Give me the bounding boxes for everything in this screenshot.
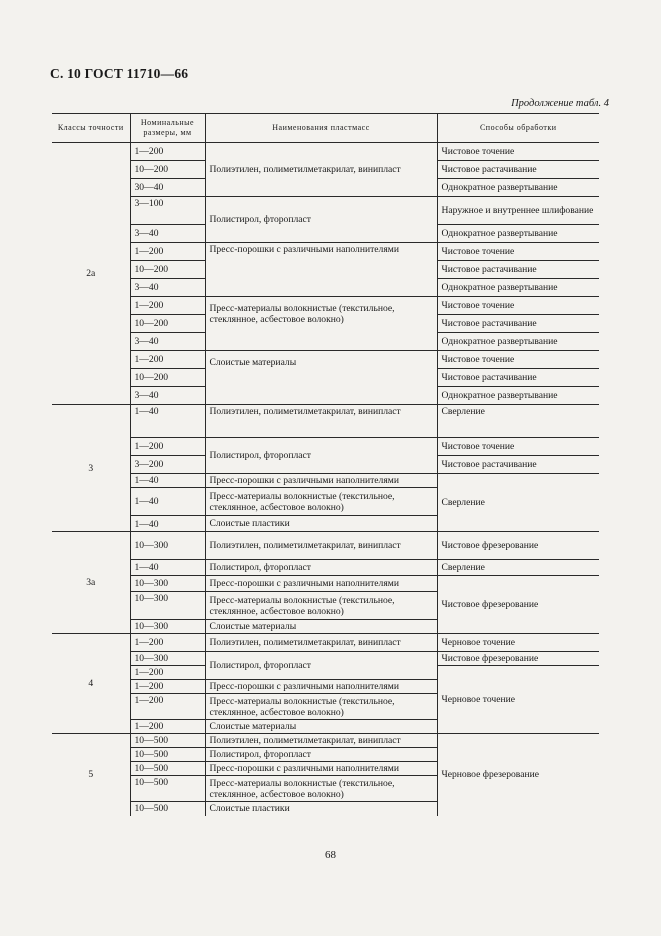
material-cell: Полиэтилен, полиметилметакрилат, винипласт (205, 734, 437, 748)
size-cell: 1—200 (130, 634, 205, 652)
header-class: Классы точности (52, 114, 130, 143)
material-cell: Пресс-порошки с различными наполнителями (205, 576, 437, 592)
size-cell: 10—300 (130, 592, 205, 620)
size-cell: 1—200 (130, 143, 205, 161)
size-cell: 1—200 (130, 351, 205, 369)
size-cell: 10—200 (130, 369, 205, 387)
page-title: С. 10 ГОСТ 11710—66 (50, 66, 189, 81)
size-cell: 3—100 (130, 197, 205, 225)
size-cell: 3—40 (130, 225, 205, 243)
material-cell: Пресс-материалы волокнистые (текстильное, стеклянное, асбестовое волокно) (205, 592, 437, 620)
method-cell: Чистовое фрезерование (437, 652, 599, 666)
table-continuation-caption: Продолжение табл. 4 (511, 98, 609, 109)
size-cell: 10—200 (130, 315, 205, 333)
material-cell: Полиэтилен, полиметилметакрилат, винипласт (205, 405, 437, 438)
method-cell: Однократное развертывание (437, 333, 599, 351)
size-cell: 1—200 (130, 243, 205, 261)
table-row (52, 297, 599, 315)
method-cell: Чистовое фрезерование (437, 532, 599, 560)
material-cell: Полистирол, фторопласт (205, 652, 437, 680)
method-cell: Однократное развертывание (437, 225, 599, 243)
header-size: Номинальные размеры, мм (130, 114, 205, 143)
size-cell: 10—300 (130, 652, 205, 666)
method-cell: Чистовое растачивание (437, 456, 599, 474)
method-cell: Чистовое фрезерование (437, 576, 599, 634)
material-cell: Пресс-порошки с различными наполнителями (205, 474, 437, 488)
size-cell: 1—40 (130, 474, 205, 488)
material-cell: Полистирол, фторопласт (205, 748, 437, 762)
method-cell: Наружное и внутреннее шлифование (437, 197, 599, 225)
machining-accuracy-table (52, 113, 599, 816)
material-cell: Полистирол, фторопласт (205, 197, 437, 243)
table-row (52, 474, 599, 488)
size-cell: 1—200 (130, 438, 205, 456)
page-number: 68 (325, 849, 336, 861)
method-cell: Черновое точение (437, 666, 599, 734)
method-cell: Чистовое точение (437, 351, 599, 369)
size-cell: 3—200 (130, 456, 205, 474)
class-cell: 4 (52, 634, 130, 734)
material-cell: Пресс-порошки с различными наполнителями (205, 243, 437, 297)
size-cell: 10—500 (130, 802, 205, 816)
method-cell: Чистовое точение (437, 438, 599, 456)
size-cell: 10—500 (130, 748, 205, 762)
size-cell: 10—300 (130, 620, 205, 634)
size-cell: 10—500 (130, 734, 205, 748)
material-cell: Слоистые пластики (205, 802, 437, 816)
size-cell: 1—40 (130, 560, 205, 576)
size-cell: 1—200 (130, 694, 205, 720)
method-cell: Чистовое точение (437, 297, 599, 315)
table-row (52, 351, 599, 369)
material-cell: Пресс-порошки с различными наполнителями (205, 680, 437, 694)
size-cell: 10—500 (130, 762, 205, 776)
material-cell: Слоистые материалы (205, 351, 437, 405)
class-cell: 3а (52, 532, 130, 634)
table-row (52, 405, 599, 438)
table-row (52, 652, 599, 666)
size-cell: 30—40 (130, 179, 205, 197)
material-cell: Пресс-материалы волокнистые (текстильное, стеклянное, асбестовое волокно) (205, 488, 437, 516)
material-cell: Полистирол, фторопласт (205, 560, 437, 576)
material-cell: Пресс-материалы волокнистые (текстильное, стеклянное, асбестовое волокно) (205, 297, 437, 351)
material-cell: Полиэтилен, полиметилметакрилат, винипласт (205, 143, 437, 197)
material-cell: Полиэтилен, полиметилметакрилат, винипласт (205, 532, 437, 560)
size-cell: 10—300 (130, 576, 205, 592)
method-cell: Черновое точение (437, 634, 599, 652)
size-cell: 3—40 (130, 279, 205, 297)
size-cell: 10—200 (130, 261, 205, 279)
table-row (52, 560, 599, 576)
material-cell: Полистирол, фторопласт (205, 438, 437, 474)
size-cell: 1—200 (130, 720, 205, 734)
material-cell: Полиэтилен, полиметилметакрилат, винипласт (205, 634, 437, 652)
material-cell: Слоистые материалы (205, 720, 437, 734)
method-cell: Чистовое растачивание (437, 161, 599, 179)
method-cell: Чистовое точение (437, 143, 599, 161)
size-cell: 1—200 (130, 680, 205, 694)
table-row (52, 143, 599, 161)
method-cell: Чистовое растачивание (437, 369, 599, 387)
method-cell: Однократное развертывание (437, 387, 599, 405)
class-cell: 5 (52, 734, 130, 816)
method-cell: Сверление (437, 560, 599, 576)
size-cell: 1—200 (130, 297, 205, 315)
material-cell: Пресс-материалы волокнистые (текстильное, стеклянное, асбестовое волокно) (205, 694, 437, 720)
size-cell: 10—500 (130, 776, 205, 802)
table-row (52, 243, 599, 261)
method-cell: Сверление (437, 405, 599, 438)
method-cell: Чистовое точение (437, 243, 599, 261)
method-cell: Сверление (437, 474, 599, 532)
method-cell: Однократное развертывание (437, 279, 599, 297)
method-cell: Чистовое растачивание (437, 315, 599, 333)
material-cell: Слоистые материалы (205, 620, 437, 634)
size-cell: 3—40 (130, 333, 205, 351)
size-cell: 1—40 (130, 488, 205, 516)
table-row (52, 438, 599, 456)
class-cell: 3 (52, 405, 130, 532)
material-cell: Пресс-порошки с различными наполнителями (205, 762, 437, 776)
material-cell: Пресс-материалы волокнистые (текстильное, стеклянное, асбестовое волокно) (205, 776, 437, 802)
header-method: Способы обработки (437, 114, 599, 143)
class-cell: 2а (52, 143, 130, 405)
method-cell: Черновое фрезерование (437, 734, 599, 816)
size-cell: 1—200 (130, 666, 205, 680)
method-cell: Чистовое растачивание (437, 261, 599, 279)
method-cell: Однократное развертывание (437, 179, 599, 197)
table-row (52, 532, 599, 560)
size-cell: 10—200 (130, 161, 205, 179)
table-row (52, 197, 599, 225)
table-row (52, 634, 599, 652)
size-cell: 1—40 (130, 405, 205, 438)
table-row (52, 576, 599, 592)
header-material: Наименования пластмасс (205, 114, 437, 143)
size-cell: 3—40 (130, 387, 205, 405)
table-header-row (52, 114, 599, 143)
size-cell: 10—300 (130, 532, 205, 560)
material-cell: Слоистые пластики (205, 516, 437, 532)
table-row (52, 734, 599, 748)
size-cell: 1—40 (130, 516, 205, 532)
